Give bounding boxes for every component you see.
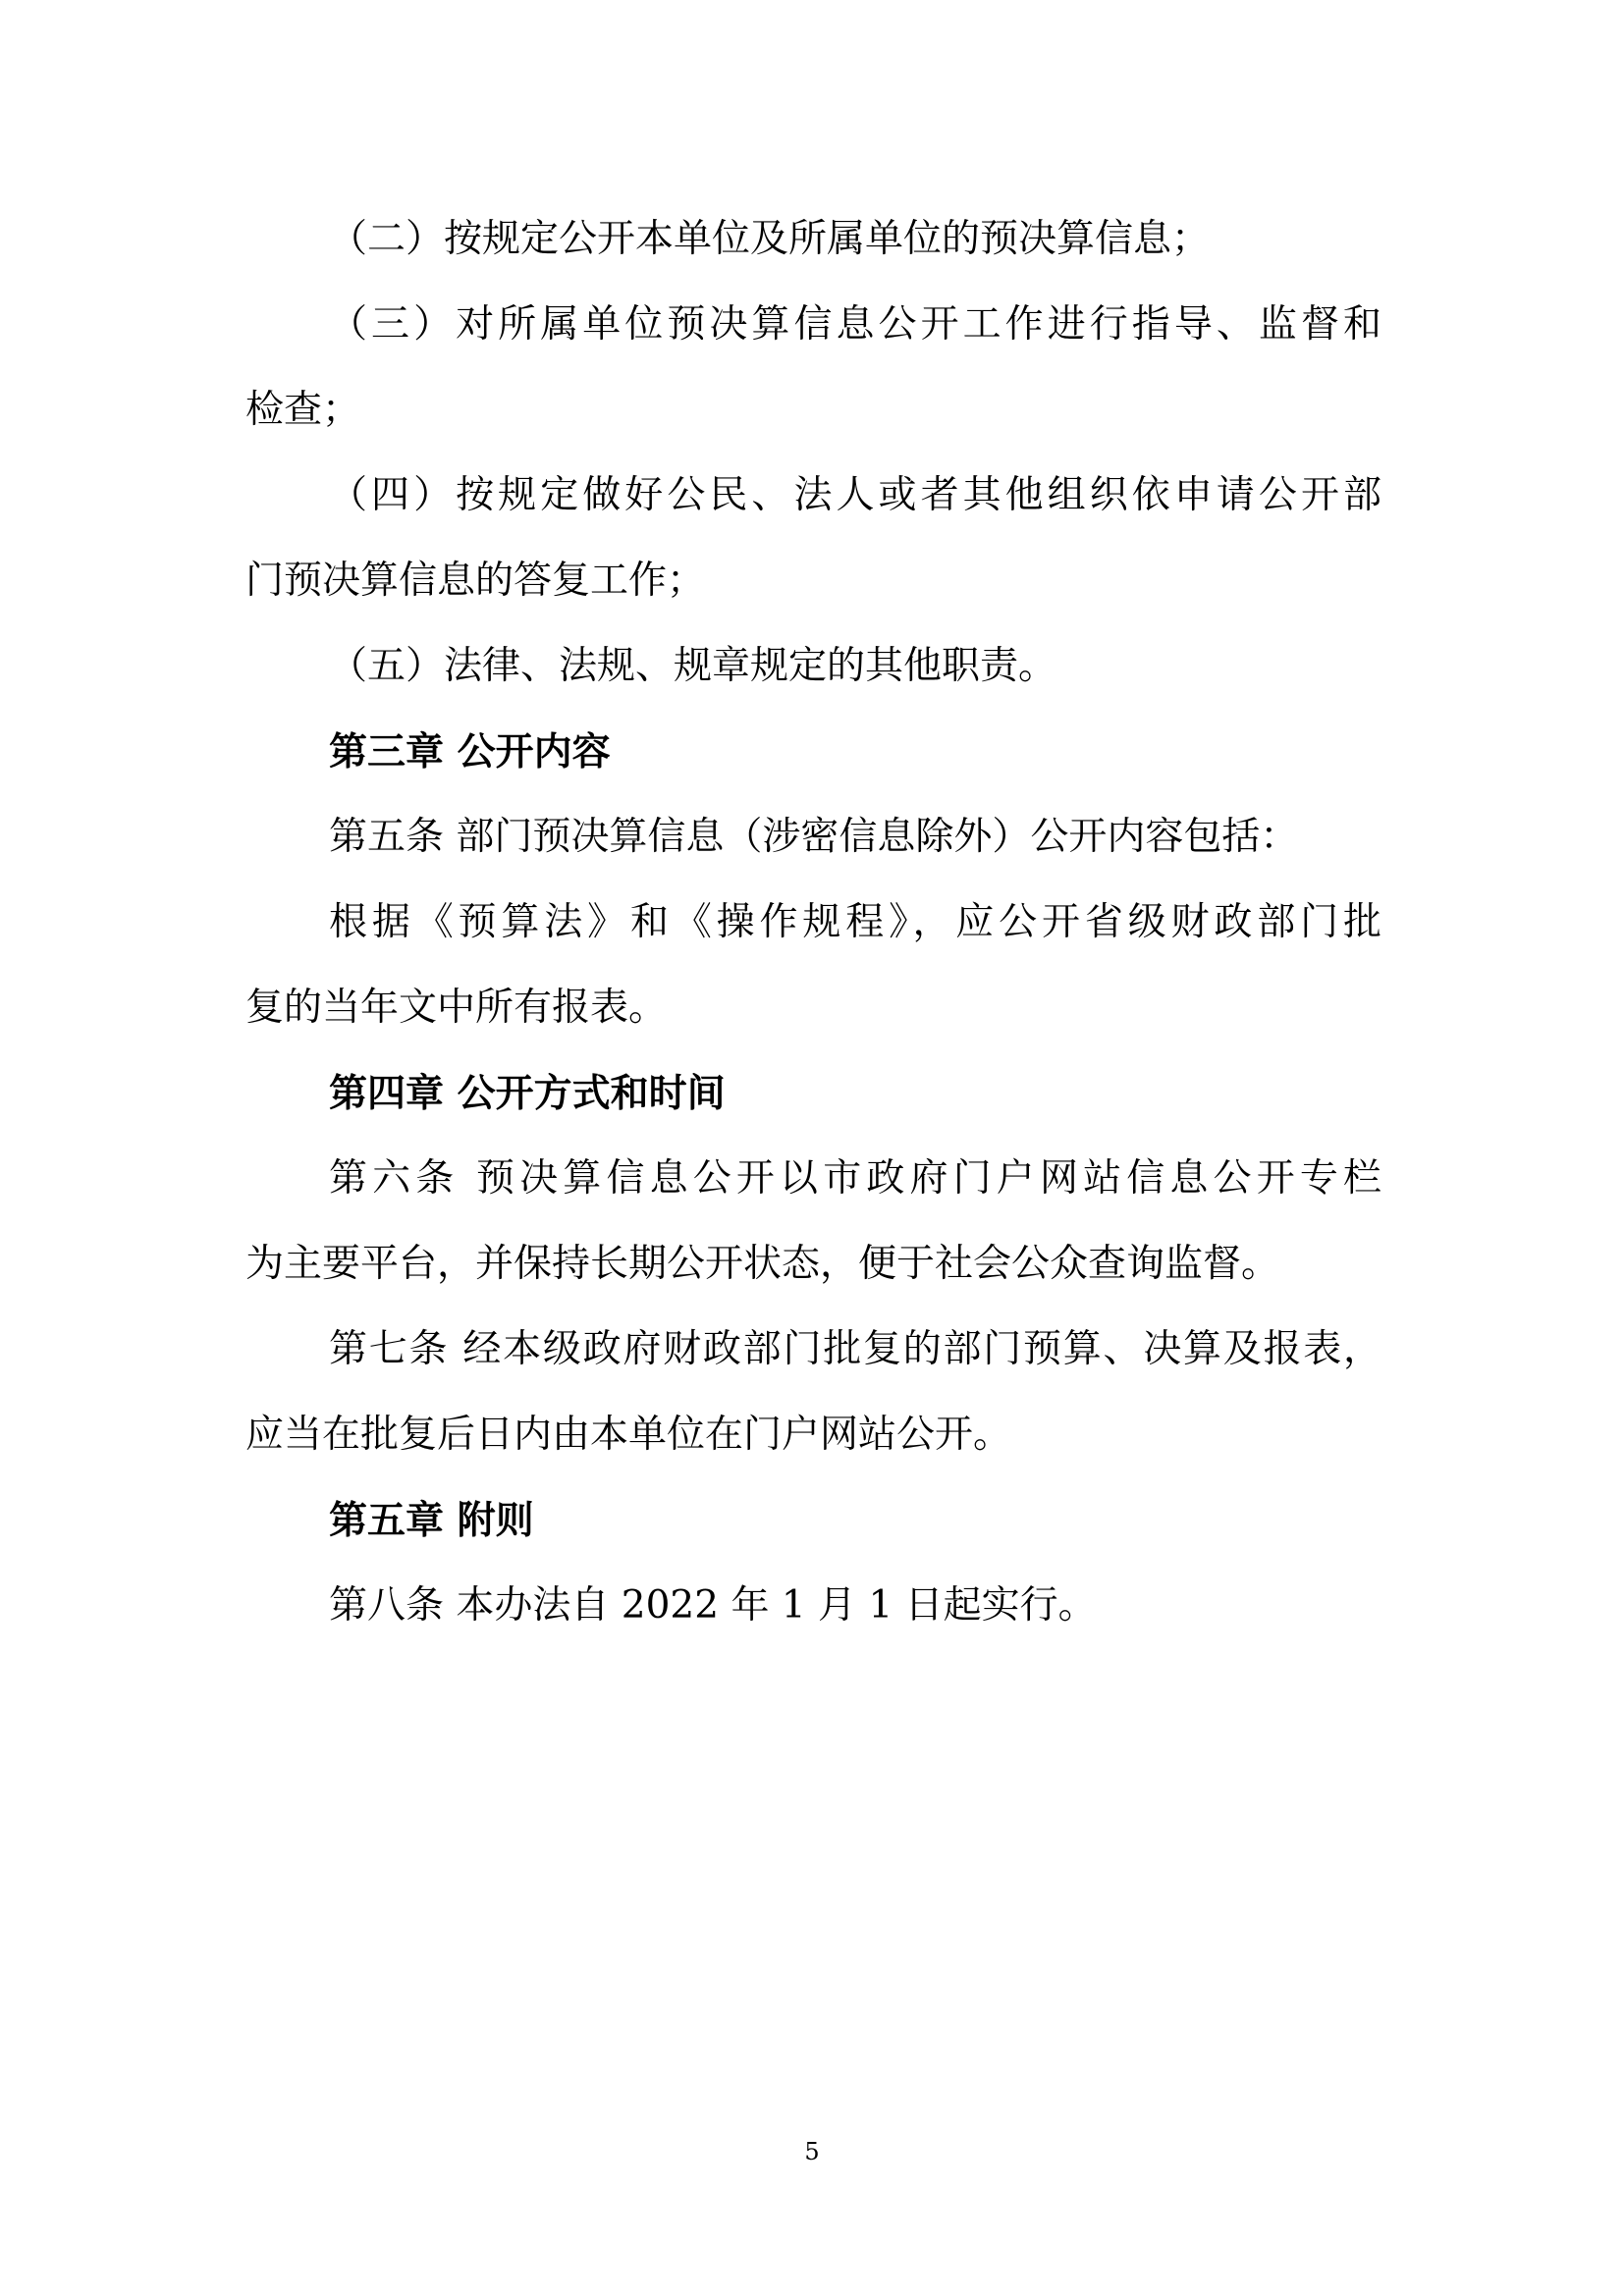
- paragraph-item-3-line-1: （三）对所属单位预决算信息公开工作进行指导、监督和: [329, 302, 1381, 347]
- paragraph-item-4-line-2: 门预决算信息的答复工作；: [245, 559, 706, 603]
- article-5: 第五条 部门预决算信息（涉密信息除外）公开内容包括：: [329, 815, 1299, 859]
- chapter-4-heading: 第四章 公开方式和时间: [329, 1071, 726, 1116]
- page-number: 5: [804, 2138, 820, 2165]
- article-5-detail-line-2: 复的当年文中所有报表。: [245, 986, 668, 1030]
- article-5-detail-line-1: 根据《预算法》和《操作规程》，应公开省级财政部门批: [329, 900, 1381, 944]
- article-7-line-1: 第七条 经本级政府财政部门批复的部门预算、决算及报表，: [329, 1327, 1381, 1371]
- paragraph-item-3-line-2: 检查；: [245, 388, 361, 432]
- article-7-line-2: 应当在批复后日内由本单位在门户网站公开。: [245, 1413, 1012, 1457]
- article-8: 第八条 本办法自 2022 年 1 月 1 日起实行。: [329, 1583, 1097, 1628]
- paragraph-item-5: （五）法律、法规、规章规定的其他职责。: [329, 644, 1057, 688]
- paragraph-item-4-line-1: （四）按规定做好公民、法人或者其他组织依申请公开部: [329, 473, 1381, 517]
- chapter-5-heading: 第五章 附则: [329, 1498, 534, 1543]
- paragraph-item-2: （二）按规定公开本单位及所属单位的预决算信息；: [329, 217, 1211, 261]
- article-6-line-2: 为主要平台，并保持长期公开状态，便于社会公众查询监督。: [245, 1242, 1280, 1286]
- article-6-line-1: 第六条 预决算信息公开以市政府门户网站信息公开专栏: [329, 1156, 1381, 1201]
- chapter-3-heading: 第三章 公开内容: [329, 729, 611, 774]
